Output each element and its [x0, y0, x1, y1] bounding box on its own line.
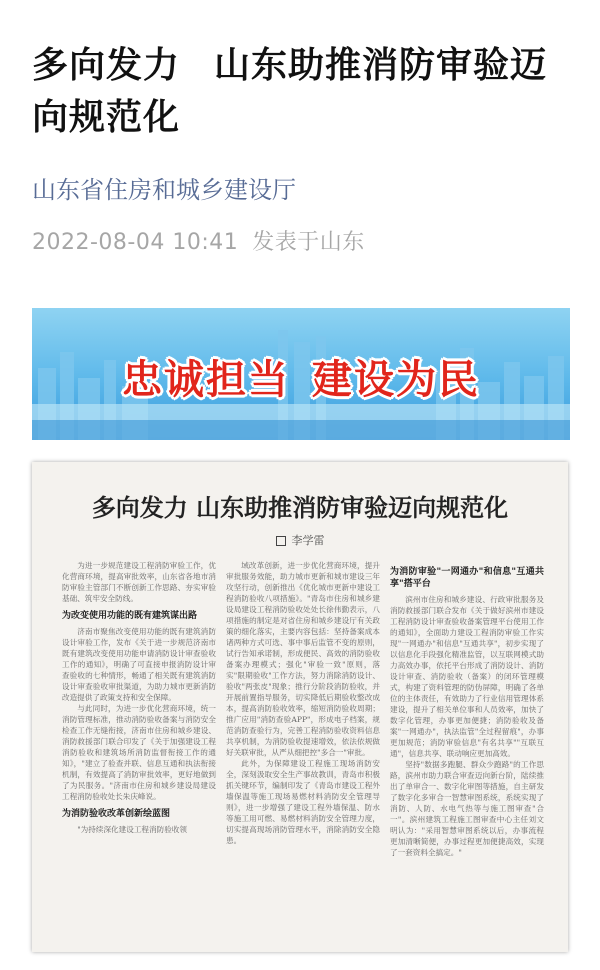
clipping-paragraph: 坚持"数据多跑腿、群众少跑路"的工作思路，滨州市助力联合审查迈向新台阶，陆续推出了单审合一、数字化审图等措施，自主研发了数字化多审合一智慧审图系统，系统实现了消防、人防、水电气热等与施工图审查"合一"。滨州建筑工程施工图审查中心主任刘文明认为："采用智慧审图系统以后，办事流程更加清晰简便，办事过程更加便捷高效，实现了一套资料全搞定。": [390, 760, 544, 857]
clipping-paragraph: 济南市聚焦改变使用功能的既有建筑消防设计审验工作，发布《关于进一步规范济南市既有建筑改变使用功能申请消防设计审查验收工作的通知》，明确了可直接申报消防设计审查验收的七种情形，畅通了相关既有建筑消防设计审查验收审批渠道，为助力城市更新消防改造提供了政策支持和安全保障。: [62, 627, 216, 702]
clipping-paragraph: 与此同时，为进一步优化营商环境，统一消防管理标准，推动消防验收备案与消防安全检查工作无缝衔接，济南市住房和城乡建设、消防救援部门联合印发了《关于加强建设工程消防验收和建筑场所消防监督衔接工作的通知》，"建立了验查并联、信息互通和执法衔接机制，有效提高了消防审批效率，更好地做到了为民服务。"济南市住房和城乡建设局建设工程消防验收处长朱庆峰说。: [62, 704, 216, 801]
banner-slogan-part-2: 建设为民: [312, 357, 480, 403]
publish-meta: [32, 225, 365, 256]
clipping-subheading: 为改变使用功能的既有建筑谋出路: [62, 611, 198, 621]
clipping-author-name: 李学雷: [291, 534, 325, 547]
clipping-author: [32, 532, 568, 548]
publish-location: 发表于山东: [252, 230, 365, 255]
clipping-title: 多向发力 山东助推消防审验迈向规范化: [91, 493, 509, 522]
clipping-subheading: 为消防审验"一网通办"和信息"互通共享"搭平台: [390, 567, 544, 589]
clipping-paragraph: 域改革创新，进一步优化营商环境，提升审批服务效能，助力城市更新和城市建设三年攻坚行动，创新推出《优化城市更新中建设工程消防验收八项措施》。"青岛市住房和城乡建设局建设工程消防验收处处长徐伟勤表示，八项措施的制定是对省住房和城乡建设厅有关政策的细化落实，主要内容包括：坚持备案成本诸两种方式可选、事中事后监管不变的原则，试行告知承诺制，形成便民、高效的消防验收备案办理模式；强化"审验一致"原则，落实"限期验收"工作方法，努力消除消防设计、验收"两张皮"现象；推行分阶段消防验收，并开展前置指导服务，切实降低后期验收整改成本，提高消防验收效率，缩短消防验收周期；推广应用"消防查验APP"，形成电子档案，规范消防查验行为，完善工程消防验收资料信息共享机制，为消防验收提速增效，依法依规做好关联审批，从严从细把控"多合一"审批。: [226, 561, 380, 757]
newspaper-clipping-image: [32, 462, 568, 952]
clipping-column-3: [390, 560, 544, 944]
clipping-paragraph: 为进一步规范建设工程消防审验工作，优化营商环境，提高审批效率，山东省各地市消防审验主管部门不断创新工作思路、夯实审验基础、筑牢安全防线。: [62, 561, 216, 603]
author-box-icon: [276, 536, 286, 546]
clipping-column-1: [62, 560, 216, 944]
clipping-paragraph: 滨州市住房和城乡建设、行政审批服务及消防救援部门联合发布《关于做好滨州市建设工程消防设计审查验收备案管理平台使用工作的通知》，全面助力建设工程消防审验工作实现"一网通办"和信息"互通共享"，初步实现了以信息化手段强化精准监管，以互联网模式助力高效办事，依托平台形成了消防设计、消防设计审查、消防验收（备案）的闭环管理模式，构建了资料管理的防伪屏障，明确了各单位的主体责任，有效助力了行业信用管理体系建设，提升了相关单位事和人员效率，加快了数字化管理，办事更加便捷；消防验收及备案"一网通办"，执法监管"全过程留痕"，办事更加规范；消防审验信息"有名共享""互联互通"，信息共享、联动响应更加高效。: [390, 595, 544, 758]
clipping-paragraph: "为持续深化建设工程消防验收领: [77, 825, 187, 834]
account-name-link[interactable]: 山东省住房和城乡建设厅: [32, 176, 296, 204]
banner-slogan: [32, 348, 570, 405]
banner-slogan-part-1: 忠诚担当: [122, 357, 290, 403]
banner-image: [32, 308, 570, 440]
clipping-subheading: 为消防验收改革创新绘蓝图: [62, 809, 171, 819]
clipping-column-2: [226, 560, 380, 944]
article-title: [32, 40, 572, 144]
clipping-paragraph: 此外，为保障建设工程施工现场消防安全，深刻汲取安全生产事故教训，青岛市积极抓关键环节，编制印发了《青岛市建设工程外墙保温等施工现场易燃材料消防安全管理导则》，进一步增强了建设工程外墙保温、防水等施工用可燃、易燃材料消防安全管理力度，切实提高现场消防管理水平，消除消防安全隐患。: [226, 759, 380, 845]
title-part-1: 多向发力: [32, 45, 181, 86]
publish-date: 2022-08-04 10:41: [32, 230, 239, 255]
title-part-2: 山东助推消防审验迈向规范化: [32, 45, 548, 138]
